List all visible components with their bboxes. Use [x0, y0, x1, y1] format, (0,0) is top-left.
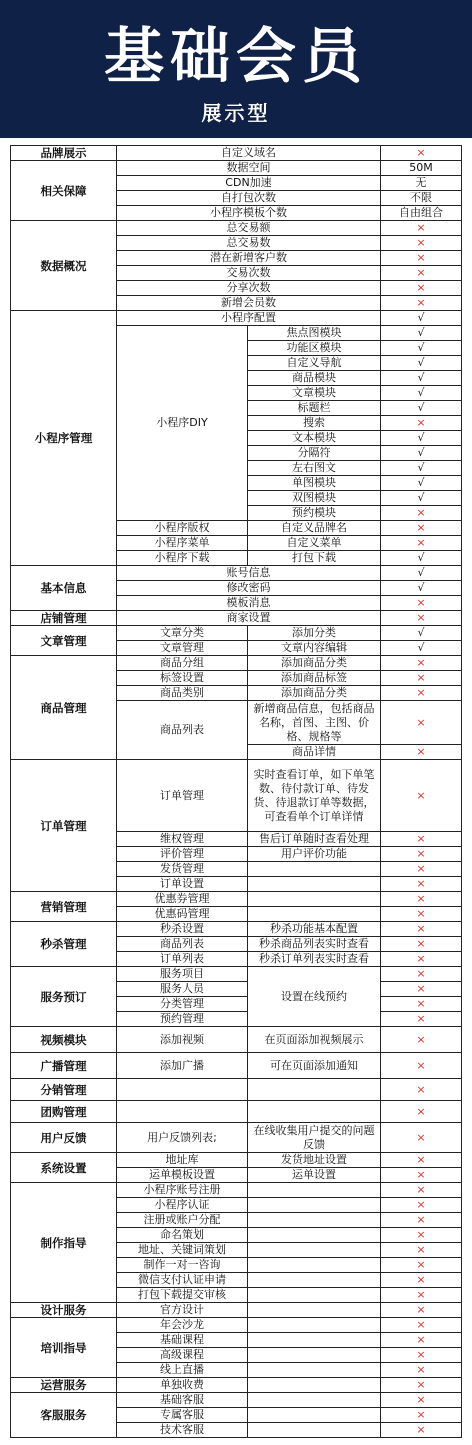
table-row: [11, 1101, 462, 1123]
feature-cell: 模板消息: [117, 596, 381, 611]
feature-cell: 运单模板设置: [117, 1168, 248, 1183]
feature-cell: 预约管理: [117, 1012, 248, 1027]
cross-mark-cell: ×: [381, 1027, 462, 1053]
sub-feature-cell: 打包下载: [248, 551, 381, 566]
cross-mark-cell: ×: [381, 862, 462, 877]
feature-cell: 专属客服: [117, 1408, 248, 1423]
feature-cell: 自定义域名: [117, 146, 381, 161]
feature-cell: 分类管理: [117, 997, 248, 1012]
sub-feature-cell: 功能区模块: [248, 341, 381, 356]
cross-mark-cell: ×: [381, 1183, 462, 1198]
sub-feature-cell: [248, 1101, 381, 1123]
feature-cell: 分享次数: [117, 281, 381, 296]
category-cell: 服务预订: [11, 967, 117, 1027]
cross-mark-cell: ×: [381, 892, 462, 907]
feature-cell: 微信支付认证申请: [117, 1273, 248, 1288]
sub-feature-cell: 左右图文: [248, 461, 381, 476]
cross-mark-cell: ×: [381, 1303, 462, 1318]
sub-feature-cell: 实时查看订单，如下单笔数、待付款订单、待发货、待退款订单等数据，可查看单个订单详情: [248, 760, 381, 832]
category-cell: 培训指导: [11, 1318, 117, 1378]
cross-mark-cell: ×: [381, 1153, 462, 1168]
category-cell: 系统设置: [11, 1153, 117, 1183]
sub-feature-cell: 发货地址设置: [248, 1153, 381, 1168]
table-row: [11, 892, 462, 907]
cross-mark-cell: ×: [381, 611, 462, 626]
sub-feature-cell: [248, 1363, 381, 1378]
cross-mark-cell: ×: [381, 1012, 462, 1027]
check-mark-cell: √: [381, 491, 462, 506]
feature-cell: 数据空间: [117, 161, 381, 176]
category-cell: 运营服务: [11, 1378, 117, 1393]
cross-mark-cell: ×: [381, 847, 462, 862]
feature-cell: 小程序版权: [117, 521, 248, 536]
feature-cell: 商品类别: [117, 686, 248, 701]
cross-mark-cell: ×: [381, 296, 462, 311]
membership-feature-table: [10, 145, 462, 1438]
cross-mark-cell: ×: [381, 236, 462, 251]
sub-feature-cell: [248, 1333, 381, 1348]
cross-mark-cell: ×: [381, 536, 462, 551]
sub-feature-cell: [248, 1228, 381, 1243]
cross-mark-cell: ×: [381, 521, 462, 536]
category-cell: 商品管理: [11, 656, 117, 760]
sub-feature-cell: [248, 892, 381, 907]
category-cell: 制作指导: [11, 1183, 117, 1303]
sub-feature-cell: 运单设置: [248, 1168, 381, 1183]
cross-mark-cell: ×: [381, 1079, 462, 1101]
sub-feature-cell: 文本模块: [248, 431, 381, 446]
cross-mark-cell: ×: [381, 251, 462, 266]
cross-mark-cell: ×: [381, 701, 462, 745]
feature-cell: 注册或账户分配: [117, 1213, 248, 1228]
feature-cell: 文章管理: [117, 641, 248, 656]
feature-cell: 线上直播: [117, 1363, 248, 1378]
sub-feature-cell: 售后订单随时查看处理: [248, 832, 381, 847]
feature-cell: 小程序下载: [117, 551, 248, 566]
cross-mark-cell: ×: [381, 506, 462, 521]
cross-mark-cell: ×: [381, 760, 462, 832]
sub-feature-cell: 商品详情: [248, 745, 381, 760]
table-row: [11, 146, 462, 161]
sub-feature-cell: 用户评价功能: [248, 847, 381, 862]
cross-mark-cell: ×: [381, 1228, 462, 1243]
check-mark-cell: √: [381, 311, 462, 326]
table-row: [11, 1079, 462, 1101]
cross-mark-cell: ×: [381, 1378, 462, 1393]
check-mark-cell: √: [381, 626, 462, 641]
check-mark-cell: √: [381, 356, 462, 371]
category-cell: 广播管理: [11, 1053, 117, 1079]
cross-mark-cell: ×: [381, 1198, 462, 1213]
cross-mark-cell: ×: [381, 686, 462, 701]
check-mark-cell: √: [381, 401, 462, 416]
category-cell: 文章管理: [11, 626, 117, 656]
feature-cell: 基础客服: [117, 1393, 248, 1408]
feature-cell: 制作一对一咨询: [117, 1258, 248, 1273]
feature-cell: 秒杀设置: [117, 922, 248, 937]
cross-mark-cell: ×: [381, 1258, 462, 1273]
feature-cell: [117, 1101, 248, 1123]
sub-feature-cell: [248, 1258, 381, 1273]
table-row: [11, 1303, 462, 1318]
category-cell: 基本信息: [11, 566, 117, 611]
sub-feature-cell: [248, 1303, 381, 1318]
sub-feature-cell: [248, 1198, 381, 1213]
cross-mark-cell: ×: [381, 952, 462, 967]
cross-mark-cell: ×: [381, 1101, 462, 1123]
cross-mark-cell: ×: [381, 745, 462, 760]
feature-cell: 单独收费: [117, 1378, 248, 1393]
category-cell: 品牌展示: [11, 146, 117, 161]
sub-feature-cell: 搜索: [248, 416, 381, 431]
sub-feature-cell: 自定义导航: [248, 356, 381, 371]
header-banner: [0, 0, 472, 138]
table-row: [11, 221, 462, 236]
feature-cell: 总交易数: [117, 236, 381, 251]
sub-feature-cell: 新增商品信息，包括商品名称，首图、主图、价格、规格等: [248, 701, 381, 745]
cross-mark-cell: ×: [381, 1123, 462, 1153]
sub-feature-cell: 秒杀商品列表实时查看: [248, 937, 381, 952]
check-mark-cell: √: [381, 566, 462, 581]
table-row: [11, 311, 462, 326]
feature-cell: 标签设置: [117, 671, 248, 686]
feature-cell: 订单管理: [117, 760, 248, 832]
sub-feature-cell: 添加分类: [248, 626, 381, 641]
cross-mark-cell: ×: [381, 671, 462, 686]
sub-feature-cell: [248, 1213, 381, 1228]
feature-cell: 高级课程: [117, 1348, 248, 1363]
feature-cell: 文章分类: [117, 626, 248, 641]
cross-mark-cell: ×: [381, 221, 462, 236]
cross-mark-cell: ×: [381, 1333, 462, 1348]
feature-cell: 评价管理: [117, 847, 248, 862]
cross-mark-cell: ×: [381, 656, 462, 671]
table-row: [11, 1378, 462, 1393]
cross-mark-cell: ×: [381, 982, 462, 997]
cross-mark-cell: ×: [381, 596, 462, 611]
cross-mark-cell: ×: [381, 1363, 462, 1378]
sub-feature-cell: [248, 1183, 381, 1198]
category-cell: 营销管理: [11, 892, 117, 922]
feature-cell: 维权管理: [117, 832, 248, 847]
feature-table-body: [11, 146, 462, 1438]
table-row: [11, 566, 462, 581]
sub-feature-cell: 文章模块: [248, 386, 381, 401]
page-subtitle: 展示型: [201, 101, 271, 125]
feature-cell: 优惠券管理: [117, 892, 248, 907]
feature-cell: 账号信息: [117, 566, 381, 581]
table-row: [11, 656, 462, 671]
table-row: [11, 1183, 462, 1198]
sub-feature-cell: [248, 1378, 381, 1393]
feature-cell: 地址库: [117, 1153, 248, 1168]
sub-feature-cell: 可在页面添加通知: [248, 1053, 381, 1079]
check-mark-cell: √: [381, 341, 462, 356]
sub-feature-cell: [248, 877, 381, 892]
sub-feature-cell: [248, 1393, 381, 1408]
cross-mark-cell: ×: [381, 1423, 462, 1438]
cross-mark-cell: ×: [381, 1348, 462, 1363]
cross-mark-cell: ×: [381, 146, 462, 161]
sub-feature-cell: 分隔符: [248, 446, 381, 461]
category-cell: 客服服务: [11, 1393, 117, 1438]
sub-feature-cell: 设置在线预约: [248, 967, 381, 1027]
feature-cell: 发货管理: [117, 862, 248, 877]
feature-cell: CDN加速: [117, 176, 381, 191]
cross-mark-cell: ×: [381, 877, 462, 892]
feature-cell: 小程序模板个数: [117, 206, 381, 221]
feature-cell: 添加视频: [117, 1027, 248, 1053]
sub-feature-cell: 自定义品牌名: [248, 521, 381, 536]
category-cell: 视频模块: [11, 1027, 117, 1053]
feature-cell: 官方设计: [117, 1303, 248, 1318]
feature-cell: 技术客服: [117, 1423, 248, 1438]
check-mark-cell: √: [381, 581, 462, 596]
cross-mark-cell: ×: [381, 1053, 462, 1079]
feature-cell: 年会沙龙: [117, 1318, 248, 1333]
cross-mark-cell: ×: [381, 1318, 462, 1333]
sub-feature-cell: 商品模块: [248, 371, 381, 386]
category-cell: 分销管理: [11, 1079, 117, 1101]
feature-cell: 小程序配置: [117, 311, 381, 326]
check-mark-cell: √: [381, 386, 462, 401]
cross-mark-cell: ×: [381, 266, 462, 281]
feature-cell: 修改密码: [117, 581, 381, 596]
sub-feature-cell: 秒杀订单列表实时查看: [248, 952, 381, 967]
feature-cell: 服务项目: [117, 967, 248, 982]
cross-mark-cell: ×: [381, 907, 462, 922]
feature-cell: 小程序认证: [117, 1198, 248, 1213]
feature-cell: 添加广播: [117, 1053, 248, 1079]
sub-feature-cell: [248, 1348, 381, 1363]
cross-mark-cell: ×: [381, 832, 462, 847]
cross-mark-cell: ×: [381, 416, 462, 431]
feature-cell: 用户反馈列表;: [117, 1123, 248, 1153]
sub-feature-cell: 双图模块: [248, 491, 381, 506]
category-cell: 数据概况: [11, 221, 117, 311]
feature-cell: 商家设置: [117, 611, 381, 626]
sub-feature-cell: [248, 1318, 381, 1333]
check-mark-cell: √: [381, 641, 462, 656]
feature-cell: 服务人员: [117, 982, 248, 997]
feature-cell: 小程序DIY: [117, 326, 248, 521]
category-cell: 店铺管理: [11, 611, 117, 626]
table-row: [11, 1393, 462, 1408]
sub-feature-cell: 秒杀功能基本配置: [248, 922, 381, 937]
sub-feature-cell: [248, 1423, 381, 1438]
check-mark-cell: √: [381, 551, 462, 566]
value-cell: 自由组合: [381, 206, 462, 221]
table-row: [11, 1318, 462, 1333]
cross-mark-cell: ×: [381, 1273, 462, 1288]
table-row: [11, 760, 462, 832]
feature-cell: 自打包次数: [117, 191, 381, 206]
sub-feature-cell: 文章内容编辑: [248, 641, 381, 656]
feature-cell: 新增会员数: [117, 296, 381, 311]
feature-cell: 打包下载提交审核: [117, 1288, 248, 1303]
feature-cell: 订单设置: [117, 877, 248, 892]
feature-cell: 地址、关键词策划: [117, 1243, 248, 1258]
value-cell: 50M: [381, 161, 462, 176]
check-mark-cell: √: [381, 446, 462, 461]
sub-feature-cell: 自定义菜单: [248, 536, 381, 551]
sub-feature-cell: 添加商品分类: [248, 686, 381, 701]
category-cell: 用户反馈: [11, 1123, 117, 1153]
feature-cell: 潜在新增客户数: [117, 251, 381, 266]
value-cell: 不限: [381, 191, 462, 206]
table-row: [11, 967, 462, 982]
cross-mark-cell: ×: [381, 281, 462, 296]
table-row: [11, 1123, 462, 1153]
feature-cell: 小程序菜单: [117, 536, 248, 551]
table-row: [11, 161, 462, 176]
check-mark-cell: √: [381, 371, 462, 386]
category-cell: 相关保障: [11, 161, 117, 221]
sub-feature-cell: 标题栏: [248, 401, 381, 416]
sub-feature-cell: [248, 907, 381, 922]
sub-feature-cell: [248, 1079, 381, 1101]
feature-cell: 命名策划: [117, 1228, 248, 1243]
feature-cell: 优惠码管理: [117, 907, 248, 922]
sub-feature-cell: [248, 1408, 381, 1423]
table-row: [11, 922, 462, 937]
feature-cell: 基础课程: [117, 1333, 248, 1348]
table-row: [11, 626, 462, 641]
cross-mark-cell: ×: [381, 997, 462, 1012]
feature-cell: 订单列表: [117, 952, 248, 967]
category-cell: 秒杀管理: [11, 922, 117, 967]
check-mark-cell: √: [381, 476, 462, 491]
sub-feature-cell: 在页面添加视频展示: [248, 1027, 381, 1053]
value-cell: 无: [381, 176, 462, 191]
feature-cell: 小程序账号注册: [117, 1183, 248, 1198]
feature-cell: 商品列表: [117, 937, 248, 952]
cross-mark-cell: ×: [381, 1393, 462, 1408]
sub-feature-cell: 单图模块: [248, 476, 381, 491]
sub-feature-cell: [248, 862, 381, 877]
check-mark-cell: √: [381, 461, 462, 476]
sub-feature-cell: 在线收集用户提交的问题反馈: [248, 1123, 381, 1153]
sub-feature-cell: [248, 1243, 381, 1258]
cross-mark-cell: ×: [381, 1213, 462, 1228]
table-row: [11, 611, 462, 626]
category-cell: 团购管理: [11, 1101, 117, 1123]
sub-feature-cell: 预约模块: [248, 506, 381, 521]
feature-cell: [117, 1079, 248, 1101]
sub-feature-cell: [248, 1273, 381, 1288]
cross-mark-cell: ×: [381, 1288, 462, 1303]
sub-feature-cell: 添加商品分类: [248, 656, 381, 671]
table-row: [11, 1027, 462, 1053]
page-title: 基础会员: [104, 22, 368, 92]
category-cell: 订单管理: [11, 760, 117, 892]
table-row: [11, 1153, 462, 1168]
feature-cell: 交易次数: [117, 266, 381, 281]
check-mark-cell: √: [381, 431, 462, 446]
cross-mark-cell: ×: [381, 922, 462, 937]
cross-mark-cell: ×: [381, 1243, 462, 1258]
cross-mark-cell: ×: [381, 1168, 462, 1183]
sub-feature-cell: 焦点图模块: [248, 326, 381, 341]
feature-cell: 商品列表: [117, 701, 248, 760]
cross-mark-cell: ×: [381, 967, 462, 982]
sub-feature-cell: 添加商品标签: [248, 671, 381, 686]
cross-mark-cell: ×: [381, 937, 462, 952]
cross-mark-cell: ×: [381, 1408, 462, 1423]
category-cell: 小程序管理: [11, 311, 117, 566]
feature-cell: 总交易额: [117, 221, 381, 236]
feature-cell: 商品分组: [117, 656, 248, 671]
check-mark-cell: √: [381, 326, 462, 341]
sub-feature-cell: [248, 1288, 381, 1303]
category-cell: 设计服务: [11, 1303, 117, 1318]
table-row: [11, 1053, 462, 1079]
